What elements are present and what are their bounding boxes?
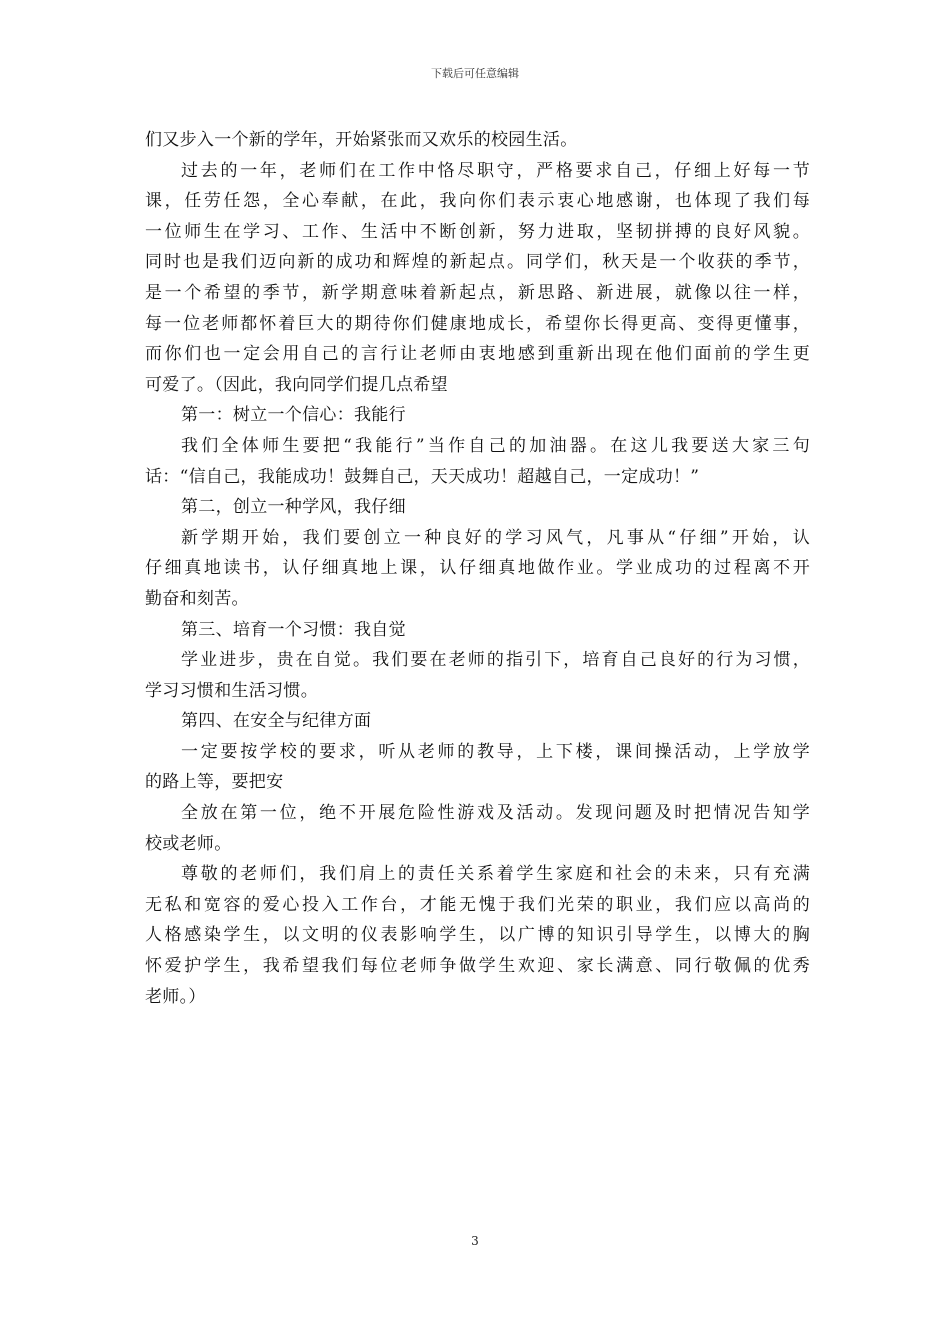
section-heading: 第一：树立一个信心：我能行 — [181, 405, 406, 426]
text-line: 是一个希望的季节，新学期意味着新起点，新思路、新进展，就像以往一样， — [145, 282, 810, 303]
text-line: 一位师生在学习、工作、生活中不断创新，努力进取，坚韧拼搏的良好风貌。 — [145, 221, 810, 242]
page-number: 3 — [471, 1234, 479, 1248]
document-body — [145, 125, 810, 1012]
text-line: 仔细真地读书，认仔细真地上课，认仔细真地做作业。学业成功的过程离不开 — [145, 558, 810, 579]
section-heading: 第三、培育一个习惯：我自觉 — [181, 619, 406, 640]
section-heading: 第四、在安全与纪律方面 — [181, 711, 372, 732]
text-line: 学习习惯和生活习惯。 — [145, 680, 318, 701]
text-line: 课，任劳任怨，全心奉献，在此，我向你们表示衷心地感谢，也体现了我们每 — [145, 191, 810, 212]
text-line: 全放在第一位，绝不开展危险性游戏及活动。发现问题及时把情况告知学 — [181, 803, 810, 824]
text-line: 一定要按学校的要求，听从老师的教导，上下楼，课间操活动，上学放学 — [181, 741, 810, 762]
text-line: 学业进步，贵在自觉。我们要在老师的指引下，培育自己良好的行为习惯， — [181, 650, 810, 671]
text-line: 人格感染学生，以文明的仪表影响学生，以广博的知识引导学生，以博大的胸 — [145, 925, 810, 946]
text-line: 无私和宽容的爱心投入工作台，才能无愧于我们光荣的职业，我们应以高尚的 — [145, 894, 810, 915]
section-heading: 第二，创立一种学风，我仔细 — [181, 497, 406, 518]
text-line: 勤奋和刻苦。 — [145, 588, 249, 609]
text-line: 话：“信自己，我能成功！鼓舞自己，天天成功！超越自己，一定成功！” — [145, 466, 700, 487]
text-line: 过去的一年，老师们在工作中恪尽职守，严格要求自己，仔细上好每一节 — [181, 160, 810, 181]
text-line: 新学期开始，我们要创立一种良好的学习风气，凡事从“仔细”开始，认 — [181, 527, 810, 548]
text-line: 每一位老师都怀着巨大的期待你们健康地成长，希望你长得更高、变得更懂事， — [145, 313, 810, 334]
text-line: 校或老师。 — [145, 833, 232, 854]
text-line: 老师。） — [145, 986, 206, 1007]
text-line: 尊敬的老师们，我们肩上的责任关系着学生家庭和社会的未来，只有充满 — [181, 864, 810, 885]
text-line: 同时也是我们迈向新的成功和辉煌的新起点。同学们，秋天是一个收获的季节， — [145, 252, 810, 273]
text-line: 的路上等，要把安 — [145, 772, 284, 793]
text-line: 我们全体师生要把“我能行”当作自己的加油器。在这儿我要送大家三句 — [181, 435, 810, 456]
text-line: 可爱了。（因此，我向同学们提几点希望 — [145, 374, 448, 395]
page-header: 下载后可任意编辑 — [431, 67, 519, 80]
text-line: 怀爱护学生，我希望我们每位老师争做学生欢迎、家长满意、同行敬佩的优秀 — [145, 956, 810, 977]
text-line: 而你们也一定会用自己的言行让老师由衷地感到重新出现在他们面前的学生更 — [145, 344, 810, 365]
text-line: 们又步入一个新的学年，开始紧张而又欢乐的校园生活。 — [145, 130, 578, 150]
